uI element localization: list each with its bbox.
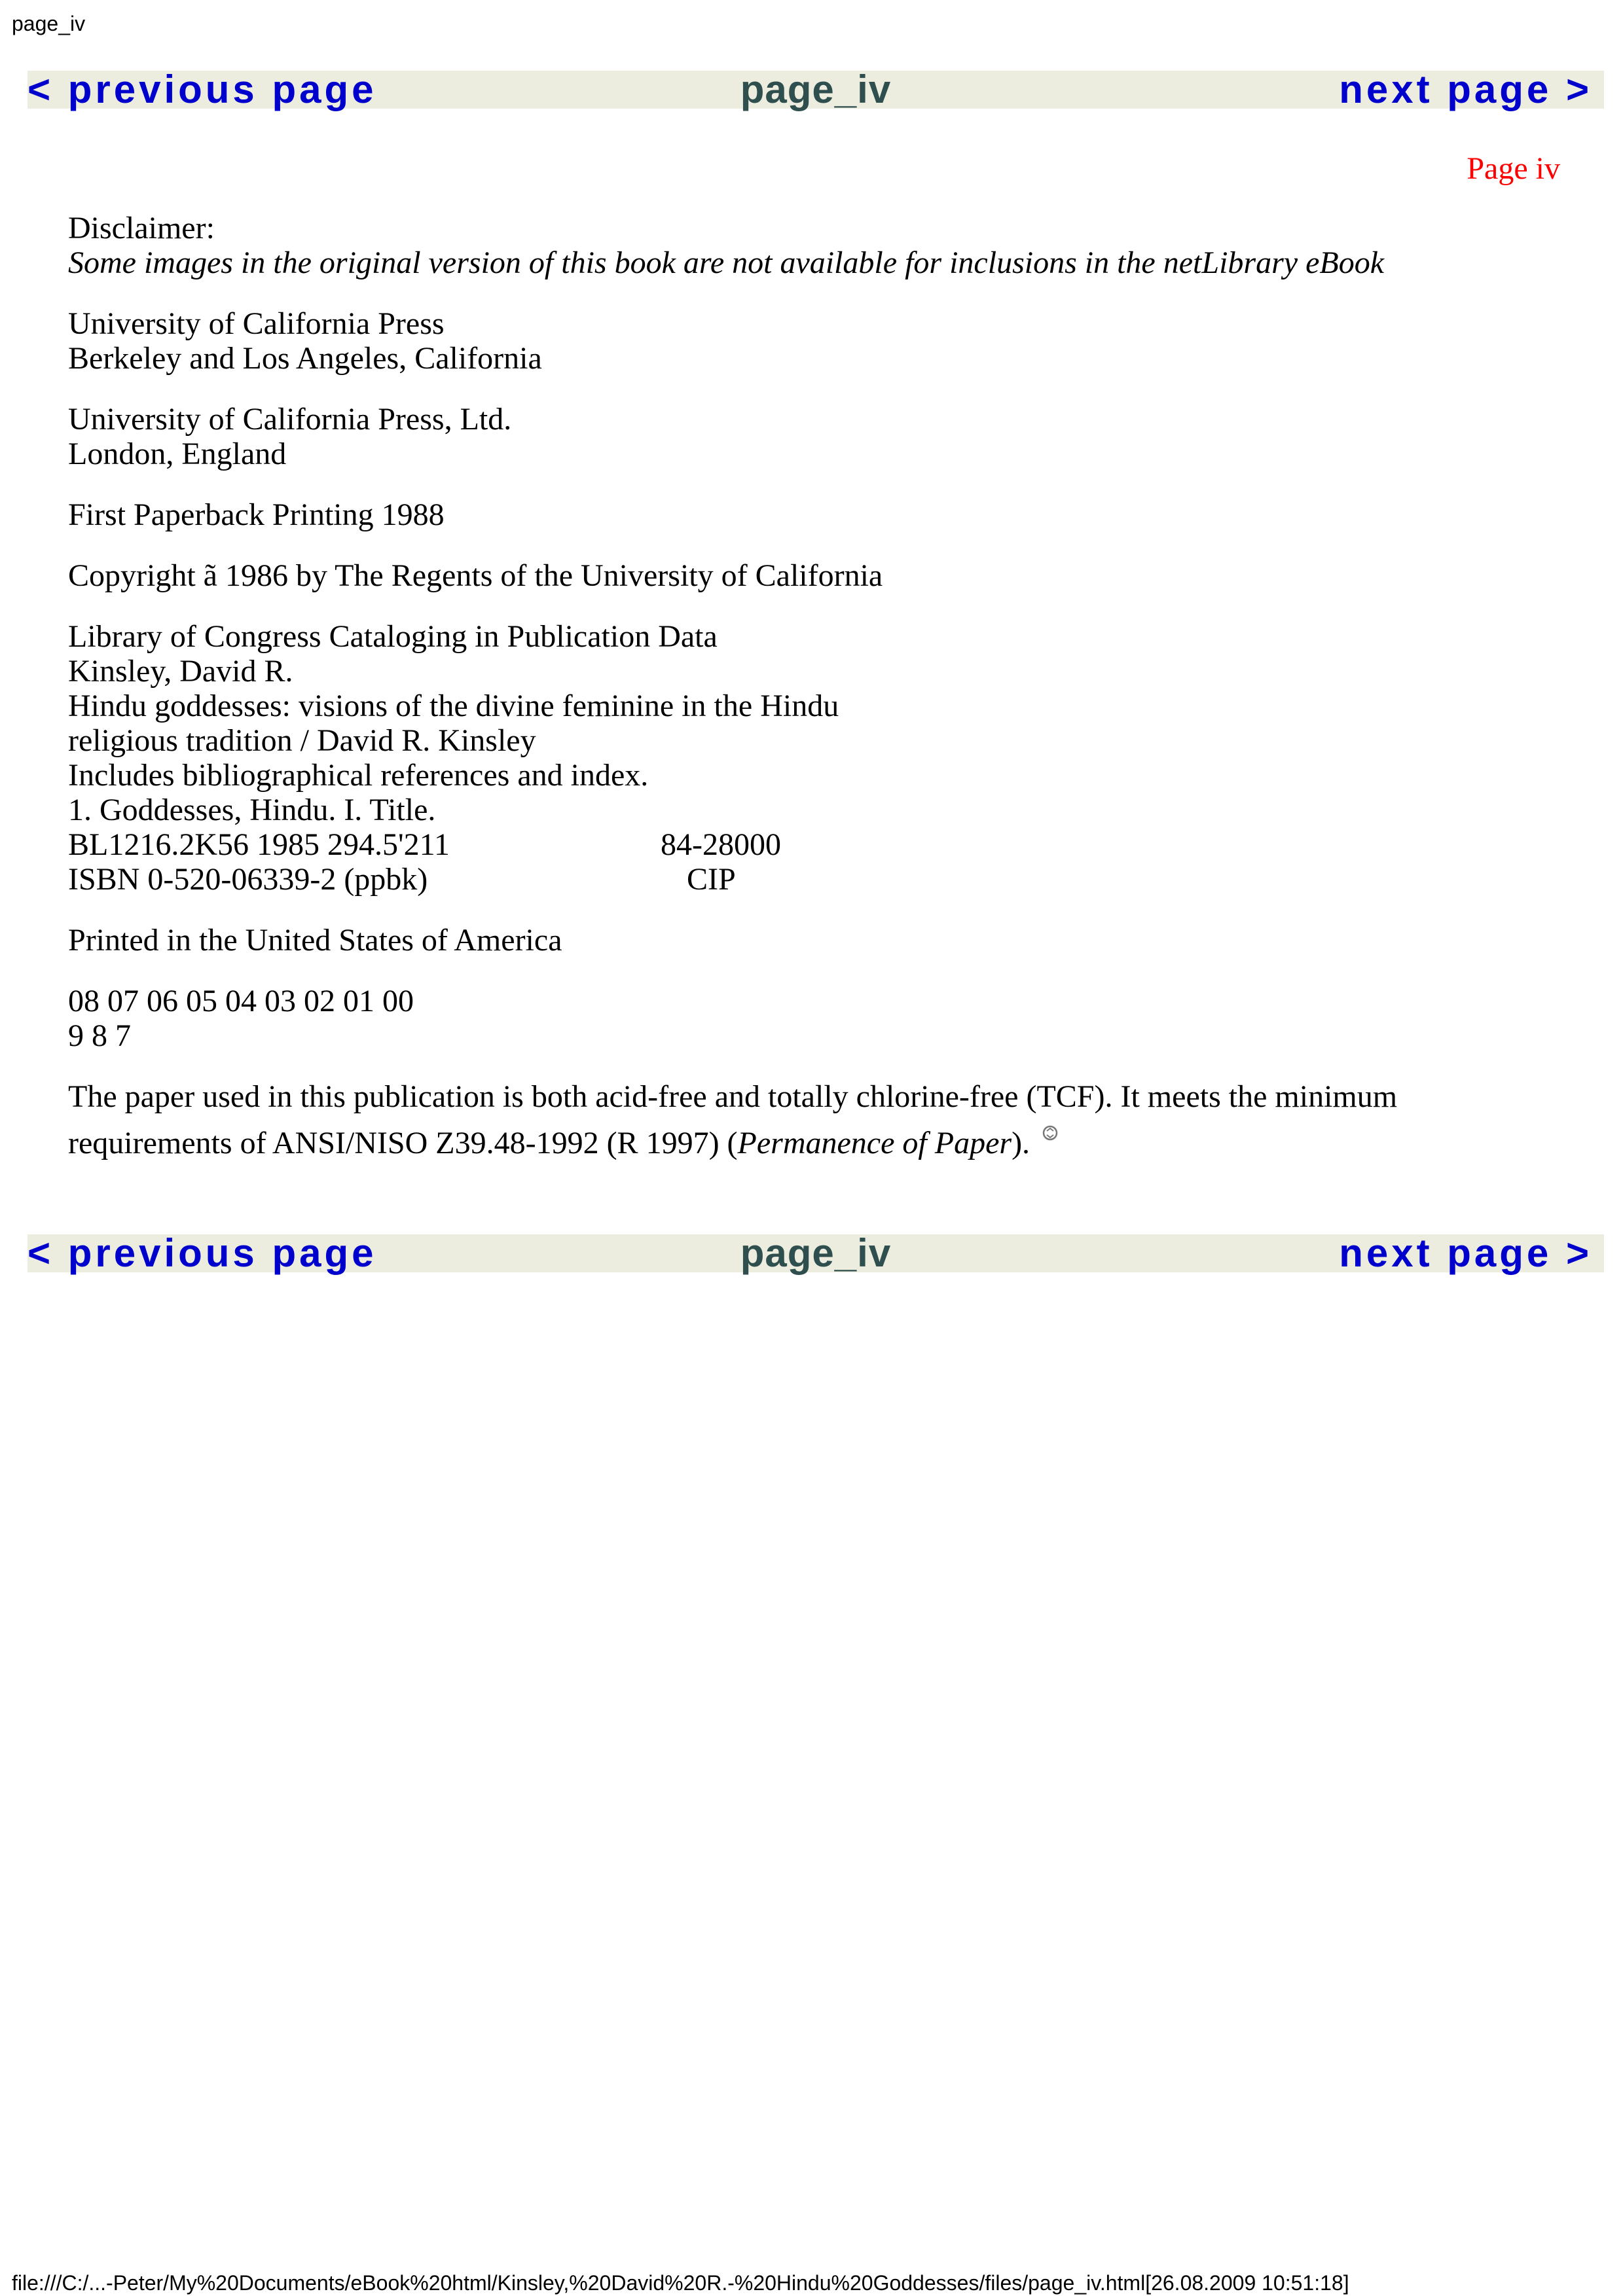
- paper-note: [68, 1079, 1567, 1160]
- print-footer: file:///C:/...-Peter/My%20Documents/eBook%20html/Kinsley,%20David%20R.-%20Hindu%20Goddesses/files/page_iv.html[26.08.2009 10:51:18]: [12, 2271, 1349, 2295]
- cataloging-title: Hindu goddesses: visions of the divine feminine in the Hindu: [68, 689, 839, 723]
- print-run: [68, 984, 1567, 1053]
- bottom-navbar: [27, 1231, 1604, 1275]
- publisher-line: London, England: [68, 437, 287, 471]
- nav-page-title: page_iv: [740, 1231, 892, 1275]
- next-page-link[interactable]: next page >: [1339, 1231, 1592, 1275]
- publisher-line: University of California Press, Ltd.: [68, 402, 512, 437]
- copyright-notice: Copyright ã 1986 by The Regents of the University of California: [68, 558, 883, 593]
- paper-note-end: ).: [1012, 1126, 1030, 1160]
- lccn: 84-28000: [661, 827, 781, 862]
- printed-in: Printed in the United States of America: [68, 923, 562, 958]
- publisher-us: [68, 306, 1567, 376]
- cataloging-includes: Includes bibliographical references and index.: [68, 758, 649, 793]
- call-number: BL1216.2K56 1985 294.5'211: [68, 827, 450, 862]
- top-navbar: [27, 67, 1604, 111]
- print-header: page_iv: [12, 12, 86, 35]
- print-run-line: 9 8 7: [68, 1018, 131, 1053]
- disclaimer: [68, 211, 1567, 280]
- cataloging-heading: Library of Congress Cataloging in Publication Data: [68, 619, 718, 654]
- paper-note-text: The paper used in this publication is both acid-free and totally chlorine-free (TCF). It meets the minimum requirements of ANSI/NISO Z39.48-1992 (R 1997) (: [68, 1079, 1398, 1160]
- cataloging-subjects: 1. Goddesses, Hindu. I. Title.: [68, 793, 436, 827]
- cataloging-author: Kinsley, David R.: [68, 654, 293, 689]
- cataloging-title: religious tradition / David R. Kinsley: [68, 723, 536, 758]
- disclaimer-text: Some images in the original version of this book are not available for inclusions in the netLibrary eBook: [68, 245, 1384, 280]
- publisher-uk: [68, 402, 1567, 471]
- disclaimer-label: Disclaimer:: [68, 211, 215, 245]
- copyright-page-content: [68, 211, 1567, 1187]
- paper-note-italic: Permanence of Paper: [737, 1126, 1012, 1160]
- isbn: ISBN 0-520-06339-2 (ppbk): [68, 862, 428, 897]
- next-page-link[interactable]: next page >: [1339, 67, 1592, 111]
- cip-label: CIP: [687, 862, 736, 897]
- cataloging-data: [68, 619, 1567, 897]
- page-marker: Page iv: [1467, 151, 1560, 186]
- nav-page-title: page_iv: [740, 67, 892, 111]
- printing-note: First Paperback Printing 1988: [68, 497, 445, 532]
- print-run-line: 08 07 06 05 04 03 02 01 00: [68, 984, 414, 1018]
- previous-page-link[interactable]: < previous page: [27, 1231, 377, 1275]
- previous-page-link[interactable]: < previous page: [27, 67, 377, 111]
- publisher-line: University of California Press: [68, 306, 445, 341]
- publisher-line: Berkeley and Los Angeles, California: [68, 341, 542, 376]
- recycle-icon: [1042, 1114, 1059, 1131]
